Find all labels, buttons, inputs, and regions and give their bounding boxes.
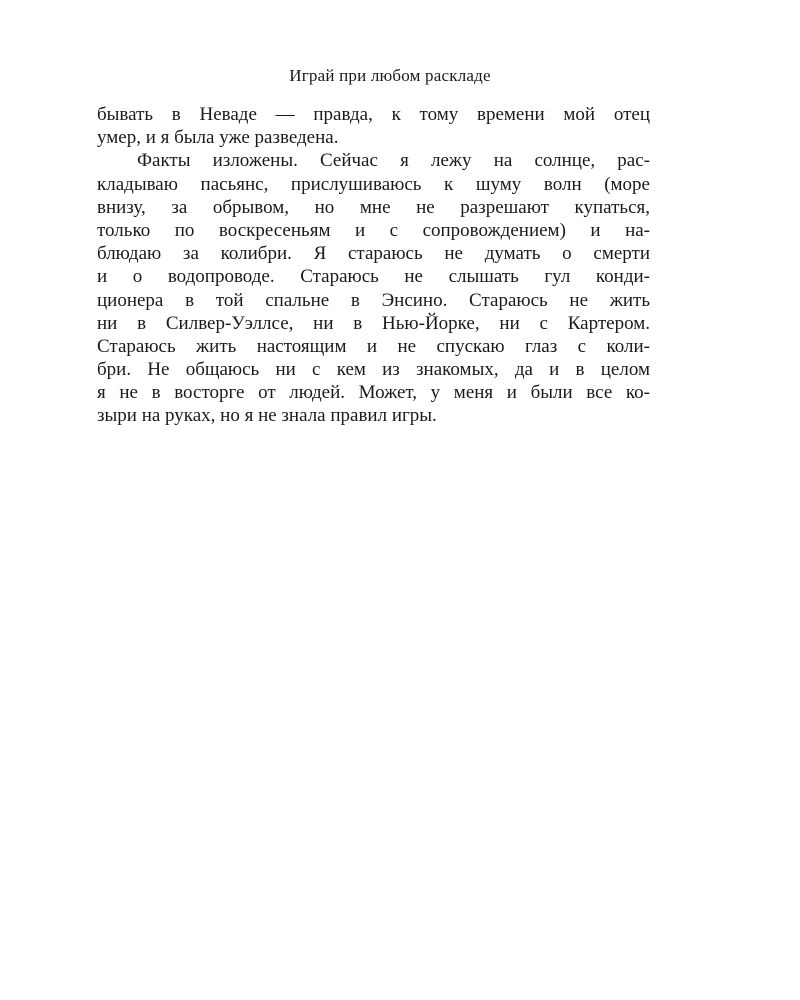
- text-line: умер, и я была уже разведена.: [97, 127, 339, 149]
- body-text: [97, 103, 650, 428]
- text-line: внизу, за обрывом, но мне не разрешают купаться,: [97, 196, 650, 218]
- text-line: и о водопроводе. Стараюсь не слышать гул конди-: [97, 266, 650, 288]
- text-line: зыри на руках, но я не знала правил игры.: [97, 405, 437, 427]
- text-line: блюдаю за колибри. Я стараюсь не думать о смерти: [97, 243, 650, 265]
- text-line: кладываю пасьянс, прислушиваюсь к шуму волн (море: [97, 173, 650, 195]
- text-line: бывать в Неваде — правда, к тому времени мой отец: [97, 104, 650, 125]
- text-line: Стараюсь жить настоящим и не спускаю глаз с коли-: [97, 335, 650, 357]
- text-line: Факты изложены. Сейчас я лежу на солнце, рас-: [137, 150, 650, 172]
- text-line: бри. Не общаюсь ни с кем из знакомых, да и в целом: [97, 359, 650, 381]
- text-line: ни в Силвер-Уэллсе, ни в Нью-Йорке, ни с Картером.: [97, 312, 650, 334]
- text-line: только по воскресеньям и с сопровождением) и на-: [97, 219, 650, 241]
- text-line: я не в восторге от людей. Может, у меня и были все ко-: [97, 382, 650, 404]
- running-head: Играй при любом раскладе: [289, 66, 491, 85]
- text-line: ционера в той спальне в Энсино. Стараюсь не жить: [97, 289, 650, 311]
